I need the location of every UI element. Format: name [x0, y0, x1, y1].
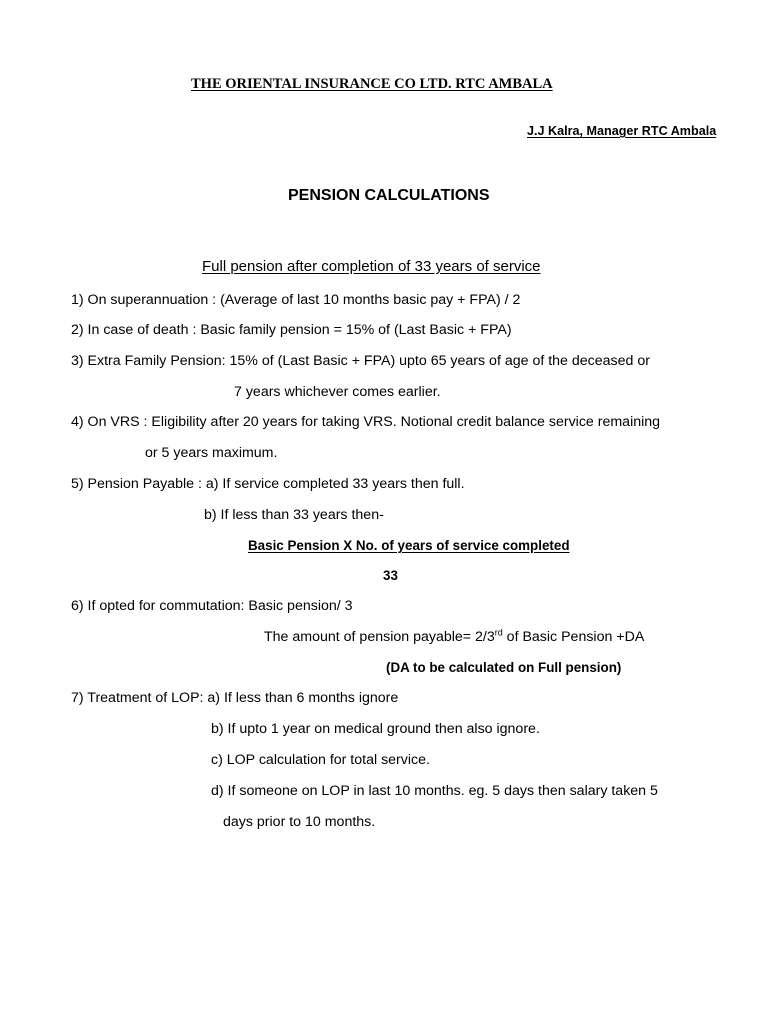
item-6-pension-payable: [264, 628, 644, 646]
item-7d: d) If someone on LOP in last 10 months. eg. 5 days then salary taken 5: [211, 783, 658, 799]
ordinal-superscript: rd: [494, 627, 503, 638]
section-subtitle: Full pension after completion of 33 years of service: [202, 258, 541, 275]
item-7d-continuation: days prior to 10 months.: [223, 814, 376, 830]
item-7b: b) If upto 1 year on medical ground then also ignore.: [211, 721, 540, 737]
item-5: 5) Pension Payable : a) If service completed 33 years then full.: [71, 476, 465, 492]
item-3: 3) Extra Family Pension: 15% of (Last Basic + FPA) upto 65 years of age of the deceased or: [71, 353, 650, 369]
item-4-continuation: or 5 years maximum.: [145, 445, 278, 461]
item-5b: b) If less than 33 years then-: [204, 507, 384, 523]
author-line: J.J Kalra, Manager RTC Ambala: [527, 124, 717, 138]
item-2: 2) In case of death : Basic family pension = 15% of (Last Basic + FPA): [71, 322, 512, 338]
item-6: 6) If opted for commutation: Basic pension/ 3: [71, 598, 353, 614]
formula-numerator: Basic Pension X No. of years of service completed: [248, 538, 570, 553]
item-3-continuation: 7 years whichever comes earlier.: [234, 384, 441, 400]
item-7: 7) Treatment of LOP: a) If less than 6 months ignore: [71, 690, 399, 706]
page-title: PENSION CALCULATIONS: [288, 187, 490, 204]
item-6-da-note: (DA to be calculated on Full pension): [386, 660, 622, 675]
item-4: 4) On VRS : Eligibility after 20 years for taking VRS. Notional credit balance service remaining: [71, 414, 661, 430]
org-title: THE ORIENTAL INSURANCE CO LTD. RTC AMBALA: [191, 76, 553, 92]
item-7c: c) LOP calculation for total service.: [211, 752, 430, 768]
formula-denominator: 33: [383, 568, 398, 583]
pension-payable-text: The amount of pension payable= 2/3: [264, 629, 495, 645]
pension-payable-tail: of Basic Pension +DA: [502, 629, 645, 645]
item-1: 1) On superannuation : (Average of last 10 months basic pay + FPA) / 2: [71, 292, 521, 308]
